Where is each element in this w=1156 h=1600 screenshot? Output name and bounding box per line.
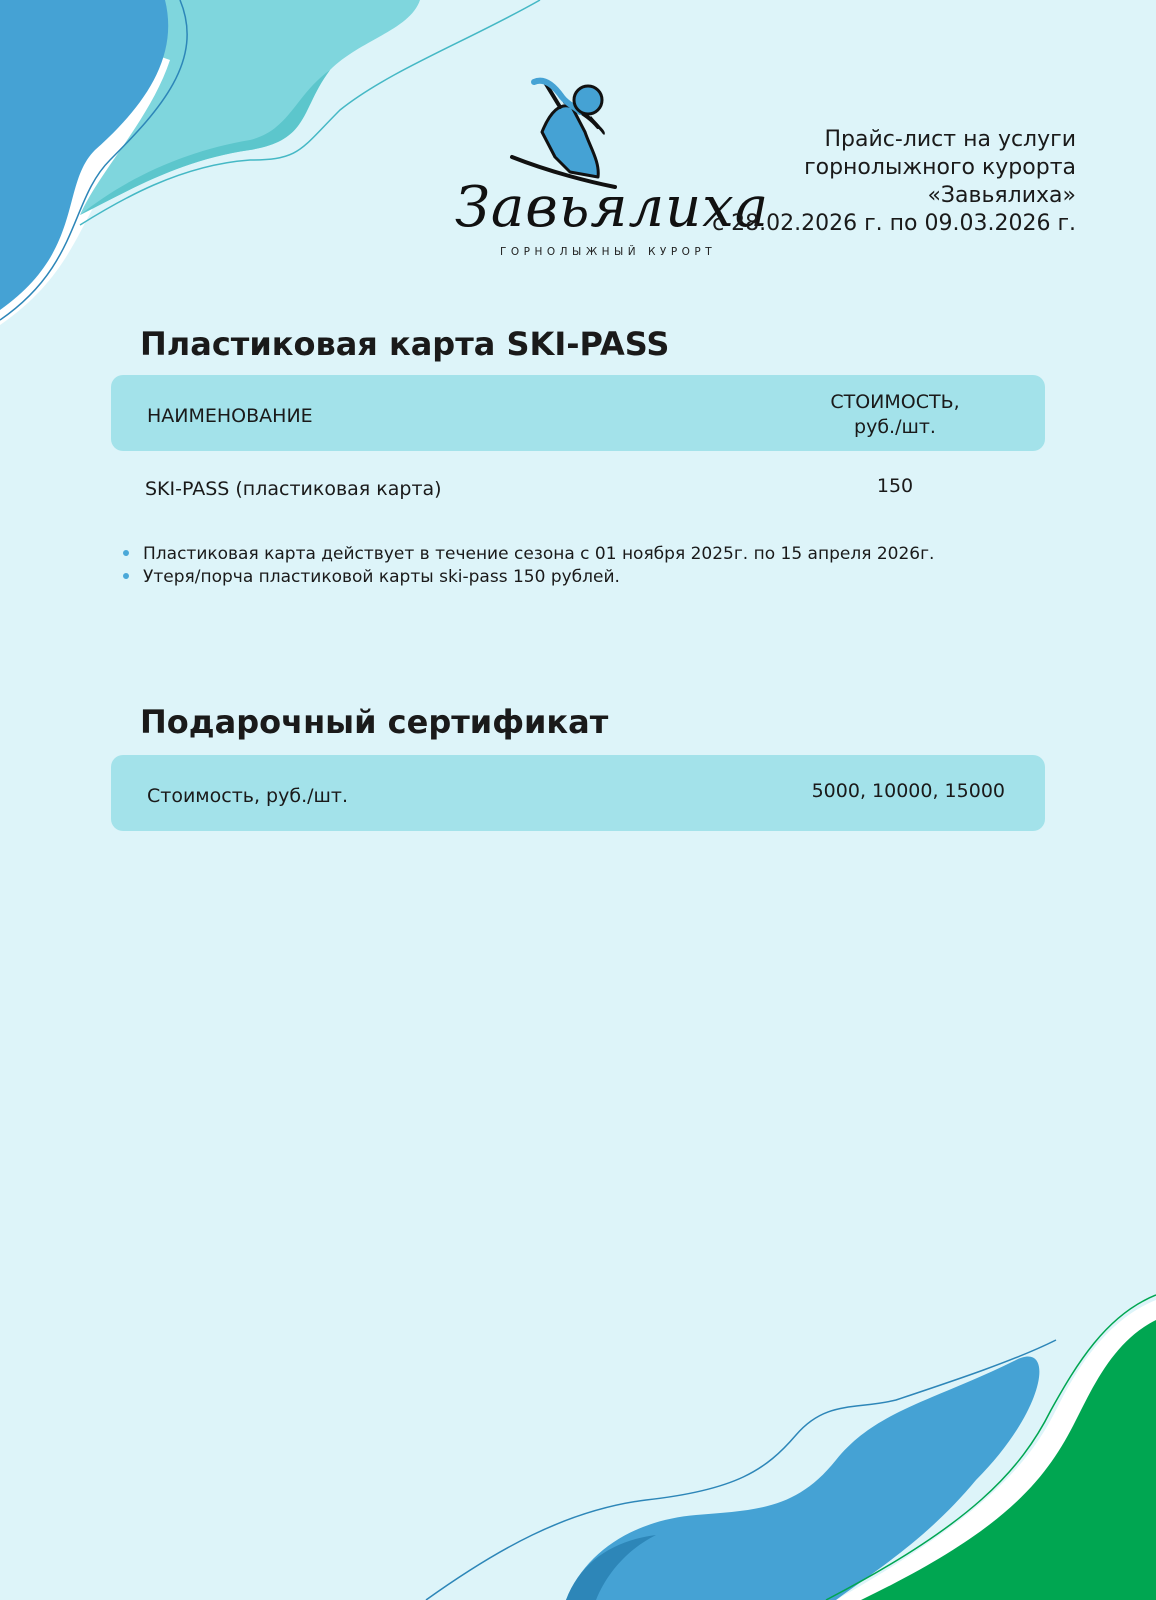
header-line-4: с 28.02.2026 г. по 09.03.2026 г. [712, 211, 1076, 236]
column-header-price-line2: руб./шт. [854, 416, 936, 438]
header-line-1: Прайс-лист на услуги [824, 127, 1076, 152]
bullet-icon [123, 573, 129, 579]
note-text: Пластиковая карта действует в течение сезона с 01 ноября 2025г. по 15 апреля 2026г. [143, 544, 935, 564]
logo-wordmark: Завьялиха [455, 175, 770, 240]
header-line-2: горнолыжного курорта [804, 155, 1076, 180]
note-text: Утеря/порча пластиковой карты ski-pass 150 рублей. [143, 567, 620, 587]
logo-tagline: ГОРНОЛЫЖНЫЙ КУРОРТ [500, 246, 717, 258]
column-header-price-line1: СТОИМОСТЬ, [830, 391, 960, 413]
column-header-price [795, 390, 995, 440]
table-row-price: 150 [876, 475, 914, 497]
gift-price-value: 5000, 10000, 15000 [811, 780, 1005, 802]
section-title-skipass: Пластиковая карта SKI-PASS [140, 325, 670, 363]
price-list-header [656, 126, 1076, 238]
skipass-notes-list [123, 543, 934, 589]
column-header-name: НАИМЕНОВАНИЕ [147, 405, 313, 427]
list-item [123, 543, 934, 566]
bullet-icon [123, 550, 129, 556]
list-item [123, 566, 934, 589]
decorative-wave-bottom [416, 1260, 1156, 1600]
section-title-gift: Подарочный сертификат [140, 703, 609, 741]
gift-price-label: Стоимость, руб./шт. [147, 785, 349, 807]
header-line-3: «Завьялиха» [927, 183, 1076, 208]
table-row-name: SKI-PASS (пластиковая карта) [145, 478, 442, 500]
